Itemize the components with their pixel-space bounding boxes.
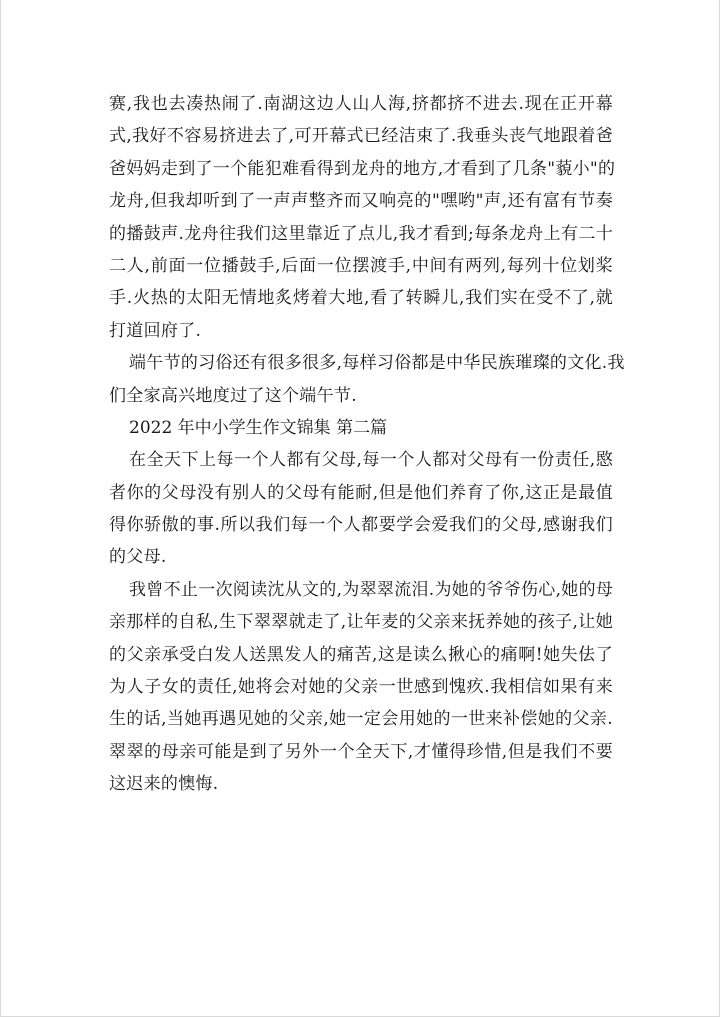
text-line: 们全家高兴地度过了这个端午节.	[109, 385, 357, 406]
text-line: 亲那样的自私,生下翠翠就走了,让年麦的父亲来抚养她的孩子,让她	[109, 612, 613, 633]
paragraph	[109, 444, 613, 574]
text-line: 这迟来的懊悔.	[109, 774, 219, 795]
text-line: 者你的父母没有别人的父母有能耐,但是他们养育了你,这正是最值	[109, 482, 613, 503]
text-line: 的播鼓声.龙舟往我们这里靠近了点儿,我才看到;每条龙舟上有二十	[109, 223, 613, 244]
text-line: 的父母.	[109, 547, 167, 568]
paragraph	[109, 88, 616, 347]
text-line: 为人子女的责任,她将会对她的父亲一世感到愧疚.我相信如果有来	[109, 677, 613, 698]
text-line: 生的话,当她再遇见她的父亲,她一定会用她的一世来补偿她的父亲.	[109, 709, 613, 730]
paragraph	[109, 574, 613, 801]
text-line: 端午节的习俗还有很多很多,每样习俗都是中华民族璀璨的文化.我	[129, 353, 625, 374]
text-line: 打道回府了.	[109, 320, 202, 341]
text-line: 式,我好不容易挤进去了,可开幕式已经洁束了.我垂头丧气地跟着爸	[109, 126, 613, 147]
text-line: 手.火热的太阳无情地炙烤着大地,看了转瞬儿,我们实在受不了,就	[109, 288, 613, 309]
text-line: 在全天下上每一个人都有父母,每一个人都对父母有一份责任,愍	[129, 450, 613, 471]
section-heading: 2022 年中小学生作文锦集 第二篇	[129, 417, 388, 438]
text-line: 龙舟,但我却听到了一声声整齐而又响亮的"嘿哟"声,还有富有节奏	[109, 191, 613, 212]
document-body	[109, 88, 625, 801]
text-line: 爸妈妈走到了一个能犯难看得到龙舟的地方,才看到了几条"藐小"的	[109, 158, 616, 179]
text-line: 翠翠的母亲可能是到了另外一个全天下,才懂得珍惜,但是我们不要	[109, 741, 613, 762]
text-line: 的父亲承受白发人送黑发人的痛苦,这是读么揪心的痛啊!她失佉了	[109, 644, 613, 665]
text-line: 得你骄傲的事.所以我们每一个人都要学会爱我们的父母,感谢我们	[109, 515, 613, 536]
text-line: 我曾不止一次阅读沈从文的,为翠翠流泪.为她的爷爷伤心,她的母	[129, 579, 614, 600]
paragraph	[109, 347, 625, 412]
text-line: 二人,前面一位播鼓手,后面一位摆渡手,中间有两列,每列十位划桨	[109, 255, 613, 276]
text-line: 赛,我也去凑热闹了.南湖这边人山人海,挤都挤不进去.现在正开幕	[109, 94, 613, 114]
